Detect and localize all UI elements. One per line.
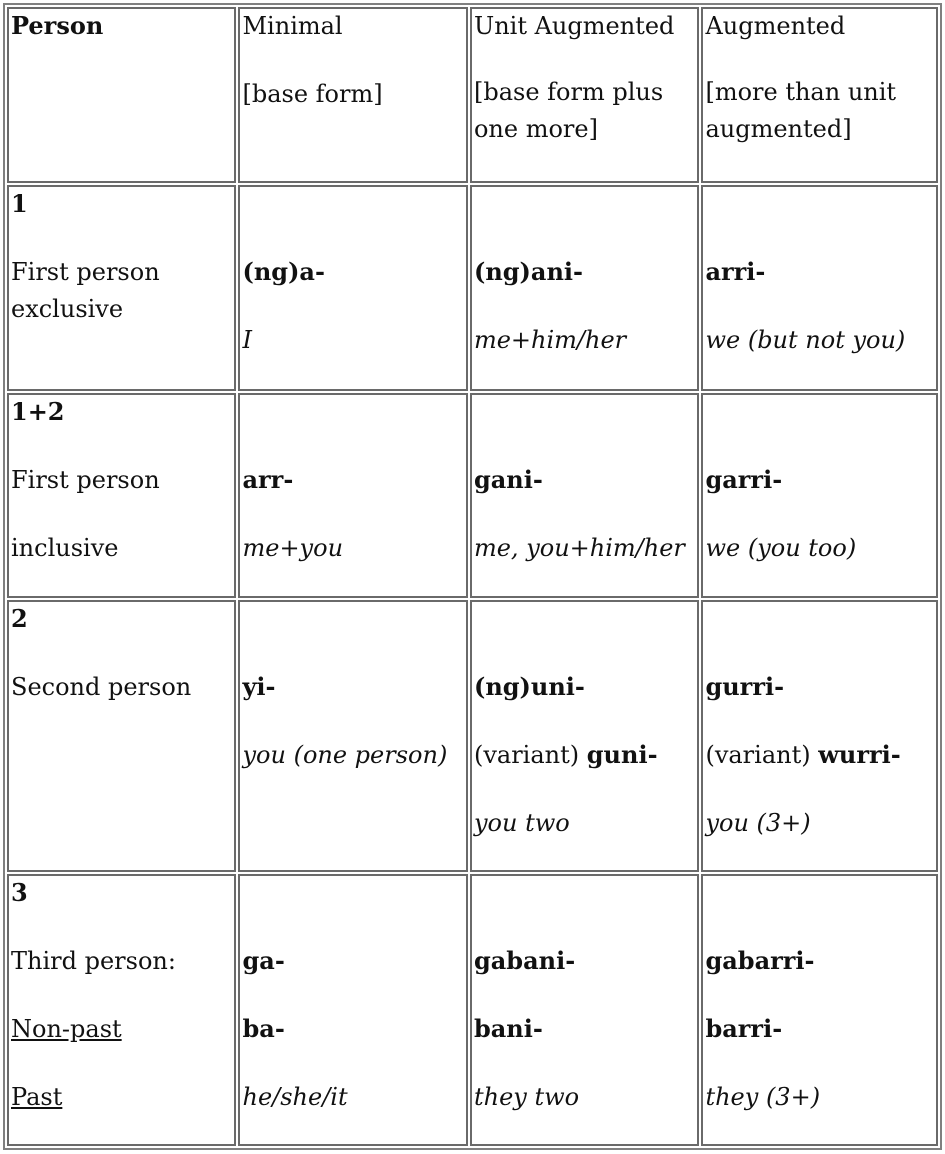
- prefix-form: (ng)uni-: [473, 672, 585, 701]
- person-number: 3: [11, 878, 28, 907]
- prefix-form-past: barri-: [705, 1014, 783, 1043]
- prefix-gloss: they two: [473, 1083, 580, 1111]
- header-unit-augmented-cell: [470, 7, 699, 183]
- pronoun-prefix-table: [3, 3, 942, 1150]
- header-augmented: Augmented: [705, 12, 846, 40]
- prefix-form: (ng)a-: [242, 257, 325, 286]
- prefix-form-past: bani-: [473, 1014, 543, 1043]
- prefix-gloss: me+him/her: [473, 326, 627, 354]
- prefix-form-nonpast: ga-: [242, 946, 285, 975]
- prefix-form: arr-: [242, 465, 294, 494]
- person-number: 1: [11, 189, 28, 218]
- table-row: [7, 185, 938, 391]
- prefix-form-nonpast: gabarri-: [705, 946, 815, 975]
- prefix-gloss: we (but not you): [705, 326, 906, 354]
- augmented-cell: [701, 600, 938, 872]
- prefix-gloss: you (3+): [705, 809, 811, 837]
- person-label: exclusive: [11, 295, 124, 323]
- person-label: First person: [11, 466, 160, 494]
- prefix-gloss: I: [242, 326, 252, 354]
- person-label: Second person: [11, 673, 192, 701]
- prefix-form: gani-: [473, 465, 543, 494]
- prefix-form: arri-: [705, 257, 766, 286]
- pronoun-prefix-table-container: [3, 3, 942, 1150]
- prefix-variant: (variant) guni-: [473, 740, 658, 769]
- header-minimal-cell: [238, 7, 467, 183]
- header-person-cell: [7, 7, 236, 183]
- person-cell: [7, 874, 236, 1146]
- person-cell: [7, 393, 236, 598]
- prefix-form: (ng)ani-: [473, 257, 583, 286]
- header-unit-augmented: Unit Augmented: [473, 12, 675, 40]
- header-minimal-desc: [base form]: [242, 80, 383, 108]
- minimal-cell: [238, 393, 467, 598]
- header-minimal: Minimal: [242, 12, 343, 40]
- header-row: [7, 7, 938, 183]
- person-label: Third person:: [11, 947, 176, 975]
- header-augmented-cell: [701, 7, 938, 183]
- person-number: 1+2: [11, 397, 65, 426]
- prefix-gloss: you two: [473, 809, 570, 837]
- prefix-form-past: ba-: [242, 1014, 285, 1043]
- prefix-form: gurri-: [705, 672, 785, 701]
- person-cell: [7, 600, 236, 872]
- unit-augmented-cell: [470, 393, 699, 598]
- table-row: [7, 874, 938, 1146]
- prefix-gloss: he/she/it: [242, 1083, 348, 1111]
- header-augmented-desc: [more than unit augmented]: [705, 78, 897, 143]
- prefix-gloss: me+you: [242, 534, 344, 562]
- prefix-form: yi-: [242, 672, 276, 701]
- minimal-cell: [238, 600, 467, 872]
- header-unit-augmented-desc: [base form plus one more]: [473, 78, 664, 143]
- unit-augmented-cell: [470, 874, 699, 1146]
- augmented-cell: [701, 393, 938, 598]
- augmented-cell: [701, 185, 938, 391]
- prefix-gloss: we (you too): [705, 534, 857, 562]
- unit-augmented-cell: [470, 600, 699, 872]
- person-label: inclusive: [11, 534, 119, 562]
- prefix-gloss: you (one person): [242, 741, 448, 769]
- table-row: [7, 393, 938, 598]
- table-row: [7, 600, 938, 872]
- person-cell: [7, 185, 236, 391]
- prefix-variant: (variant) wurri-: [705, 740, 901, 769]
- minimal-cell: [238, 874, 467, 1146]
- prefix-form-nonpast: gabani-: [473, 946, 576, 975]
- prefix-gloss: me, you+him/her: [473, 534, 685, 562]
- person-number: 2: [11, 604, 28, 633]
- unit-augmented-cell: [470, 185, 699, 391]
- prefix-gloss: they (3+): [705, 1083, 821, 1111]
- augmented-cell: [701, 874, 938, 1146]
- minimal-cell: [238, 185, 467, 391]
- person-label: First person: [11, 258, 160, 286]
- person-label-past: Past: [11, 1083, 63, 1111]
- person-label-nonpast: Non-past: [11, 1015, 122, 1043]
- header-person: Person: [11, 11, 104, 40]
- prefix-form: garri-: [705, 465, 783, 494]
